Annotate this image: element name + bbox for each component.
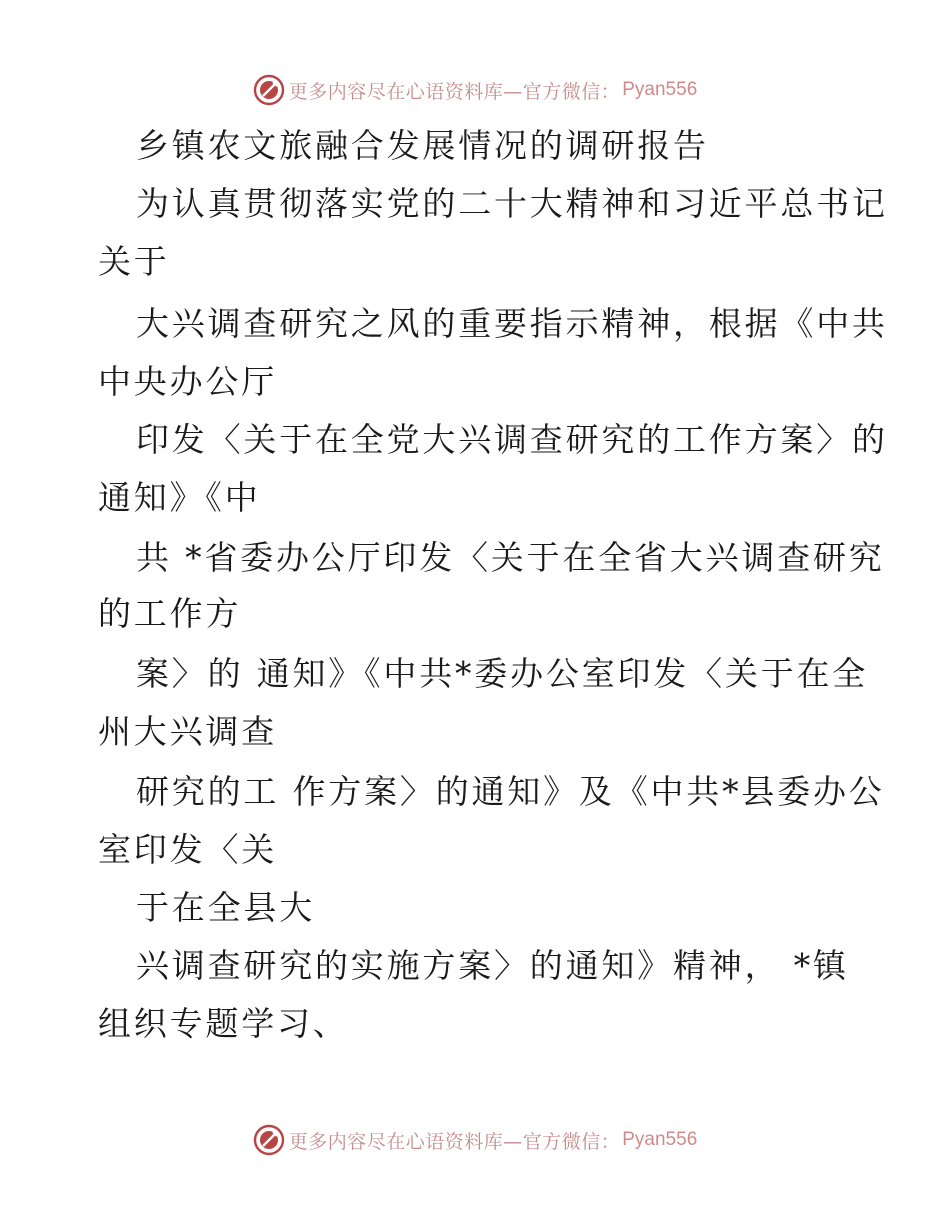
- paragraph-line: 组织专题学习、: [98, 1004, 349, 1043]
- paragraph-line: 大兴调查研究之风的重要指示精神，根据《中共: [136, 304, 888, 343]
- paragraph-line: 州大兴调查: [98, 712, 277, 751]
- watermark-header: [0, 72, 950, 108]
- watermark-footer: [0, 1122, 950, 1158]
- paragraph-line: 案〉的 通知》《中共*委办公室印发〈关于在全: [136, 654, 869, 693]
- watermark-text: 更多内容尽在心语资料库—官方微信：: [288, 1130, 621, 1153]
- watermark-handle: Pyan556: [622, 1129, 698, 1150]
- logo-icon: [253, 74, 285, 106]
- paragraph-line: 室印发〈关: [98, 830, 277, 869]
- paragraph-line: 通知》《中: [98, 478, 261, 517]
- paragraph-line: 兴调查研究的实施方案〉的通知》精神， *镇: [136, 946, 849, 985]
- logo-icon: [253, 1124, 285, 1156]
- paragraph-line: 为认真贯彻落实党的二十大精神和习近平总书记: [136, 184, 888, 223]
- document-title: 乡镇农文旅融合发展情况的调研报告: [136, 126, 709, 165]
- paragraph-line: 中央办公厅: [98, 362, 277, 401]
- paragraph-line: 研究的工 作方案〉的通知》及《中共*县委办公: [136, 772, 885, 811]
- watermark-text: 更多内容尽在心语资料库—官方微信：: [288, 80, 621, 103]
- paragraph-line: 共 *省委办公厅印发〈关于在全省大兴调查研究: [136, 538, 885, 577]
- paragraph-line: 关于: [98, 242, 170, 281]
- paragraph-line: 印发〈关于在全党大兴调查研究的工作方案〉的: [136, 420, 888, 459]
- paragraph-line: 的工作方: [98, 594, 242, 633]
- paragraph-line: 于在全县大: [136, 888, 315, 927]
- watermark-handle: Pyan556: [622, 79, 698, 100]
